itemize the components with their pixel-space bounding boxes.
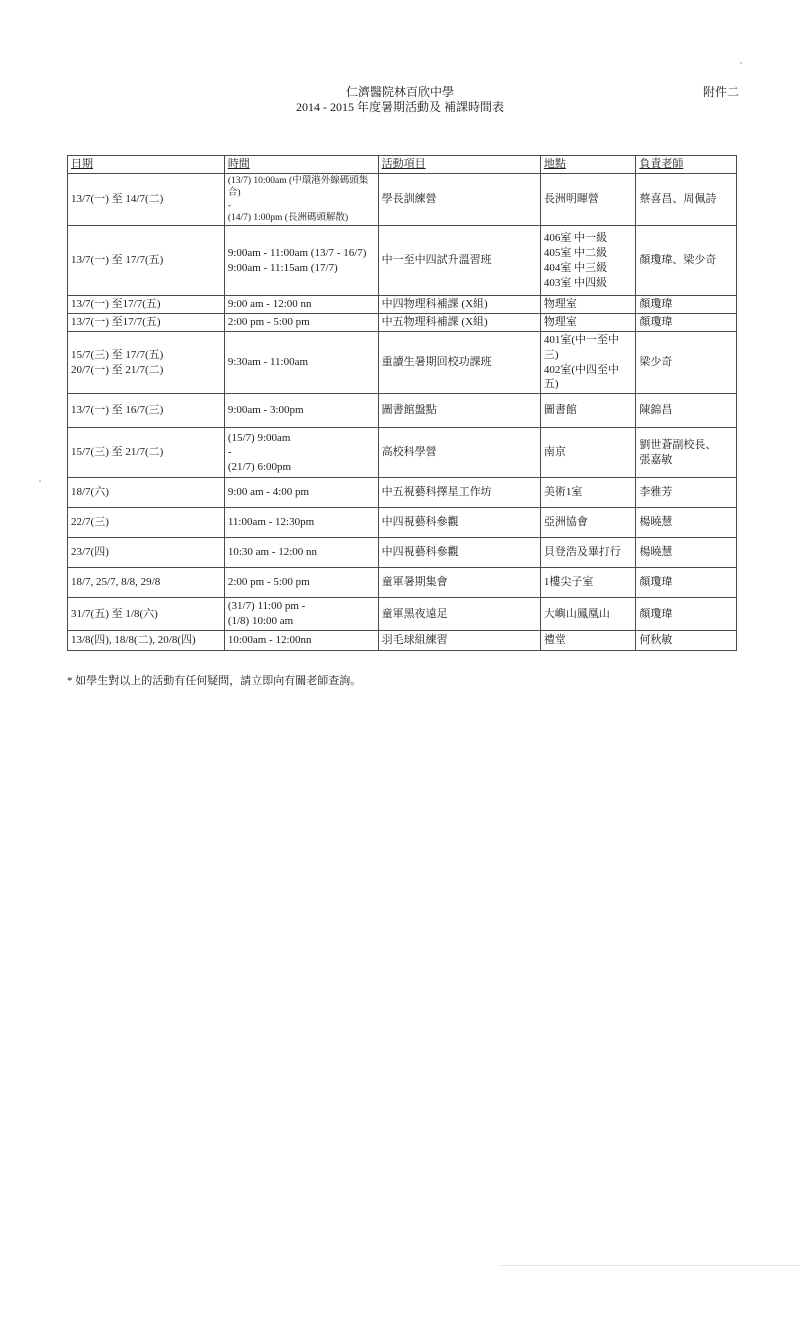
teacher-cell-line: 李雅芳 bbox=[639, 486, 673, 499]
activity-cell: 童軍暑期集會 bbox=[378, 568, 540, 598]
venue-cell-line: 貝登浩及畢打行 bbox=[543, 546, 621, 559]
time-cell-line: 10:30 am - 12:00 nn bbox=[227, 546, 318, 559]
table-row bbox=[68, 173, 737, 225]
teacher-cell bbox=[636, 478, 737, 508]
time-cell-line: 9:00am - 3:00pm bbox=[227, 404, 304, 417]
teacher-cell bbox=[636, 568, 737, 598]
table-row bbox=[68, 478, 737, 508]
activity-cell: 童軍黑夜遠足 bbox=[378, 598, 540, 631]
time-cell-line: 9:00 am - 4:00 pm bbox=[227, 486, 310, 499]
activity-cell: 中四視藝科參觀 bbox=[378, 508, 540, 538]
teacher-cell bbox=[636, 394, 737, 428]
teacher-cell-line: 顏瓊瑋、梁少奇 bbox=[639, 254, 717, 267]
schedule-table bbox=[67, 155, 737, 651]
time-cell-line: (14/7) 1:00pm (長洲碼頭解散) bbox=[227, 212, 349, 223]
venue-cell bbox=[540, 394, 636, 428]
table-row bbox=[68, 568, 737, 598]
venue-cell-line: 亞洲協會 bbox=[543, 516, 588, 529]
date-cell bbox=[68, 226, 225, 296]
date-cell-line: 18/7(六) bbox=[71, 486, 109, 499]
date-cell bbox=[68, 508, 225, 538]
teacher-cell-line: 陳錦昌 bbox=[639, 404, 673, 417]
activity-cell: 中一至中四試升溫習班 bbox=[378, 226, 540, 296]
venue-cell bbox=[540, 428, 636, 478]
teacher-cell-line: 楊曉慧 bbox=[639, 546, 673, 559]
teacher-cell-line: 劉世蒼副校長、 bbox=[639, 438, 717, 451]
time-cell-line: (15/7) 9:00am bbox=[227, 431, 291, 444]
time-cell-line: 11:00am - 12:30pm bbox=[227, 516, 315, 529]
time-cell bbox=[224, 598, 378, 631]
date-cell bbox=[68, 538, 225, 568]
venue-cell bbox=[540, 173, 636, 225]
column-header-time: 時間 bbox=[224, 156, 378, 174]
teacher-cell bbox=[636, 428, 737, 478]
date-cell-line: 13/7(一) 至17/7(五) bbox=[71, 316, 161, 329]
table-row bbox=[68, 598, 737, 631]
time-cell-line: - bbox=[227, 200, 231, 211]
column-header-venue: 地點 bbox=[540, 156, 636, 174]
time-cell-line: - bbox=[227, 446, 232, 459]
header-row bbox=[68, 156, 737, 174]
time-cell bbox=[224, 508, 378, 538]
table-row bbox=[68, 296, 737, 314]
teacher-cell bbox=[636, 331, 737, 393]
time-cell-line: (1/8) 10:00 am bbox=[227, 615, 294, 628]
date-cell bbox=[68, 428, 225, 478]
activity-cell: 學長訓練營 bbox=[378, 173, 540, 225]
venue-cell-line: 美術1室 bbox=[543, 486, 583, 499]
teacher-cell-line: 何秋敏 bbox=[639, 634, 673, 647]
time-cell-line: 9:00am - 11:00am (13/7 - 16/7) bbox=[227, 246, 367, 259]
venue-cell bbox=[540, 296, 636, 314]
venue-cell bbox=[540, 226, 636, 296]
table-row bbox=[68, 538, 737, 568]
activity-cell: 高校科學營 bbox=[378, 428, 540, 478]
date-cell bbox=[68, 331, 225, 393]
venue-cell-line: 南京 bbox=[543, 446, 566, 459]
venue-cell-line: 402室(中四至中五) bbox=[543, 363, 620, 391]
time-cell-line: (21/7) 6:00pm bbox=[227, 461, 292, 474]
time-cell-line: 10:00am - 12:00nn bbox=[227, 634, 312, 647]
time-cell-line: 9:00 am - 12:00 nn bbox=[227, 298, 312, 311]
teacher-cell-line: 蔡喜昌、周佩詩 bbox=[639, 193, 717, 206]
time-cell-line: 2:00 pm - 5:00 pm bbox=[227, 316, 310, 329]
time-cell bbox=[224, 428, 378, 478]
table-row bbox=[68, 428, 737, 478]
time-cell bbox=[224, 331, 378, 393]
date-cell bbox=[68, 314, 225, 332]
venue-cell-line: 403室 中四級 bbox=[543, 276, 608, 289]
date-cell bbox=[68, 568, 225, 598]
teacher-cell-line: 楊曉慧 bbox=[639, 516, 673, 529]
column-header-teacher: 負責老師 bbox=[636, 156, 737, 174]
teacher-cell bbox=[636, 630, 737, 650]
venue-cell bbox=[540, 630, 636, 650]
activity-cell: 中四視藝科參觀 bbox=[378, 538, 540, 568]
teacher-cell-line: 梁少奇 bbox=[639, 356, 673, 369]
activity-cell: 中五視藝科擇星工作坊 bbox=[378, 478, 540, 508]
date-cell bbox=[68, 296, 225, 314]
time-cell bbox=[224, 630, 378, 650]
date-cell bbox=[68, 173, 225, 225]
time-cell-line: 9:00am - 11:15am (17/7) bbox=[227, 261, 338, 274]
venue-cell bbox=[540, 568, 636, 598]
time-cell-line: 9:30am - 11:00am bbox=[227, 356, 309, 369]
venue-cell-line: 404室 中三級 bbox=[543, 261, 608, 274]
teacher-cell bbox=[636, 508, 737, 538]
venue-cell bbox=[540, 508, 636, 538]
venue-cell-line: 物理室 bbox=[543, 316, 577, 329]
column-header-date: 日期 bbox=[68, 156, 225, 174]
date-cell-line: 22/7(三) bbox=[71, 516, 109, 529]
scan-speck bbox=[39, 480, 41, 482]
venue-cell-line: 大嶼山鳳凰山 bbox=[543, 607, 610, 620]
venue-cell bbox=[540, 478, 636, 508]
date-cell bbox=[68, 394, 225, 428]
activity-cell: 圖書館盤點 bbox=[378, 394, 540, 428]
table-row bbox=[68, 331, 737, 393]
venue-cell-line: 禮堂 bbox=[543, 634, 566, 647]
date-cell-line: 23/7(四) bbox=[71, 546, 109, 559]
teacher-cell bbox=[636, 314, 737, 332]
teacher-cell-line: 顏瓊瑋 bbox=[639, 298, 673, 311]
venue-cell-line: 1樓尖子室 bbox=[543, 576, 594, 589]
venue-cell bbox=[540, 538, 636, 568]
scan-line bbox=[500, 1265, 800, 1266]
teacher-cell-line: 顏瓊瑋 bbox=[639, 576, 673, 589]
venue-cell bbox=[540, 314, 636, 332]
time-cell bbox=[224, 394, 378, 428]
venue-cell-line: 405室 中二級 bbox=[543, 246, 608, 259]
venue-cell bbox=[540, 331, 636, 393]
table-row bbox=[68, 508, 737, 538]
teacher-cell-line: 顏瓊瑋 bbox=[639, 607, 673, 620]
date-cell-line: 13/8(四), 18/8(二), 20/8(四) bbox=[71, 634, 196, 647]
table-row bbox=[68, 630, 737, 650]
teacher-cell-line: 顏瓊瑋 bbox=[639, 316, 673, 329]
time-cell-line: 2:00 pm - 5:00 pm bbox=[227, 576, 310, 589]
time-cell bbox=[224, 478, 378, 508]
date-cell bbox=[68, 478, 225, 508]
venue-cell bbox=[540, 598, 636, 631]
activity-cell: 羽毛球組練習 bbox=[378, 630, 540, 650]
venue-cell-line: 406室 中一級 bbox=[543, 232, 608, 245]
date-cell bbox=[68, 630, 225, 650]
time-cell-line: (13/7) 10:00am (中環港外線碼頭集合) bbox=[227, 175, 369, 199]
teacher-cell bbox=[636, 296, 737, 314]
venue-cell-line: 長洲明暉營 bbox=[543, 193, 599, 206]
teacher-cell-line: 張嘉敏 bbox=[639, 453, 673, 466]
date-cell bbox=[68, 598, 225, 631]
activity-cell: 中四物理科補課 (X組) bbox=[378, 296, 540, 314]
activity-cell: 重讀生暑期回校功課班 bbox=[378, 331, 540, 393]
column-header-activity: 活動項目 bbox=[378, 156, 540, 174]
date-cell-line: 15/7(三) 至 17/7(五) bbox=[71, 348, 164, 361]
date-cell-line: 31/7(五) 至 1/8(六) bbox=[71, 607, 158, 620]
time-cell bbox=[224, 538, 378, 568]
scan-speck bbox=[740, 62, 742, 64]
teacher-cell bbox=[636, 598, 737, 631]
table-row bbox=[68, 394, 737, 428]
teacher-cell bbox=[636, 226, 737, 296]
table-row bbox=[68, 226, 737, 296]
table-row bbox=[68, 314, 737, 332]
footnote: * 如學生對以上的活動有任何疑問，請立即向有關老師查詢。 bbox=[67, 675, 362, 687]
time-cell bbox=[224, 296, 378, 314]
date-cell-line: 13/7(一) 至 16/7(三) bbox=[71, 404, 164, 417]
time-cell bbox=[224, 226, 378, 296]
venue-cell-line: 圖書館 bbox=[543, 404, 577, 417]
activity-cell: 中五物理科補課 (X組) bbox=[378, 314, 540, 332]
date-cell-line: 15/7(三) 至 21/7(二) bbox=[71, 446, 164, 459]
teacher-cell bbox=[636, 173, 737, 225]
date-cell-line: 13/7(一) 至17/7(五) bbox=[71, 298, 161, 311]
date-cell-line: 13/7(一) 至 17/7(五) bbox=[71, 254, 164, 267]
date-cell-line: 18/7, 25/7, 8/8, 29/8 bbox=[71, 576, 161, 589]
annex-label: 附件二 bbox=[703, 85, 740, 99]
time-cell bbox=[224, 314, 378, 332]
venue-cell-line: 物理室 bbox=[543, 298, 577, 311]
time-cell bbox=[224, 173, 378, 225]
teacher-cell bbox=[636, 538, 737, 568]
venue-cell-line: 401室(中一至中三) bbox=[543, 333, 620, 361]
time-cell bbox=[224, 568, 378, 598]
date-cell-line: 20/7(一) 至 21/7(二) bbox=[71, 363, 164, 376]
date-cell-line: 13/7(一) 至 14/7(二) bbox=[71, 193, 164, 206]
time-cell-line: (31/7) 11:00 pm - bbox=[227, 600, 306, 613]
document-title: 2014 - 2015 年度暑期活動及 補課時間表 bbox=[296, 100, 504, 114]
school-name: 仁濟醫院林百欣中學 bbox=[345, 85, 454, 99]
